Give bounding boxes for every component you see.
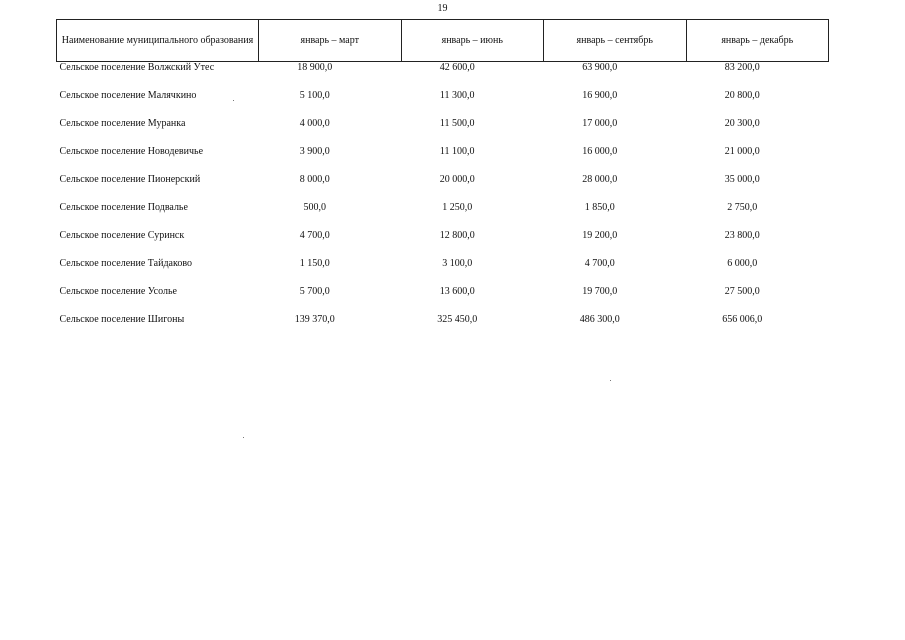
header-h1: январь – июнь	[401, 20, 544, 62]
scan-speck	[233, 100, 234, 101]
table-row	[57, 314, 829, 342]
cell-9m: 28 000,0	[582, 174, 618, 185]
cell-q1: 139 370,0	[294, 314, 335, 325]
cell-municipality: Сельское поселение Тайдаково	[59, 258, 192, 269]
cell-h1: 12 800,0	[439, 230, 475, 241]
header-q1: январь – март	[259, 20, 402, 62]
cell-municipality: Сельское поселение Шигоны	[59, 314, 185, 325]
table-row	[57, 90, 829, 118]
cell-9m: 1 850,0	[584, 202, 615, 213]
cell-year: 83 200,0	[724, 62, 760, 73]
cell-9m: 16 000,0	[582, 146, 618, 157]
table-body	[57, 62, 829, 343]
cell-municipality: Сельское поселение Суринск	[59, 230, 185, 241]
scan-speck	[610, 380, 611, 381]
header-9m: январь – сентябрь	[544, 20, 687, 62]
cell-year: 2 750,0	[727, 202, 758, 213]
cell-q1: 4 700,0	[299, 230, 330, 241]
cell-h1: 42 600,0	[439, 62, 475, 73]
cell-municipality: Сельское поселение Усолье	[59, 286, 177, 297]
cell-h1: 3 100,0	[442, 258, 473, 269]
cell-9m: 19 200,0	[582, 230, 618, 241]
header-year: январь – декабрь	[686, 20, 829, 62]
cell-year: 20 300,0	[724, 118, 760, 129]
cell-year: 656 006,0	[722, 314, 763, 325]
cell-year: 6 000,0	[727, 258, 758, 269]
cell-municipality: Сельское поселение Малячкино	[59, 90, 197, 101]
cell-q1: 1 150,0	[299, 258, 330, 269]
cell-year: 20 800,0	[724, 90, 760, 101]
table-row	[57, 286, 829, 314]
cell-h1: 20 000,0	[439, 174, 475, 185]
page-number: 19	[437, 3, 448, 14]
cell-q1: 5 700,0	[299, 286, 330, 297]
cell-municipality: Сельское поселение Пионерский	[59, 174, 201, 185]
cell-year: 27 500,0	[724, 286, 760, 297]
cell-9m: 4 700,0	[584, 258, 615, 269]
cell-q1: 500,0	[303, 202, 326, 213]
cell-year: 21 000,0	[724, 146, 760, 157]
table-row	[57, 118, 829, 146]
cell-h1: 11 100,0	[439, 146, 475, 157]
cell-9m: 17 000,0	[582, 118, 618, 129]
cell-municipality: Сельское поселение Волжский Утес	[59, 62, 215, 73]
cell-year: 23 800,0	[724, 230, 760, 241]
cell-year: 35 000,0	[724, 174, 760, 185]
cell-h1: 11 300,0	[439, 90, 475, 101]
table-row	[57, 230, 829, 258]
cell-q1: 4 000,0	[299, 118, 330, 129]
table-row	[57, 146, 829, 174]
cell-9m: 19 700,0	[582, 286, 618, 297]
table-header	[57, 20, 829, 62]
cell-q1: 18 900,0	[297, 62, 333, 73]
cell-municipality: Сельское поселение Подвалье	[59, 202, 188, 213]
scan-speck	[243, 437, 244, 438]
cell-q1: 5 100,0	[299, 90, 330, 101]
cell-municipality: Сельское поселение Новодевичье	[59, 146, 204, 157]
cell-h1: 13 600,0	[439, 286, 475, 297]
data-table	[56, 19, 829, 342]
table-row	[57, 258, 829, 286]
cell-h1: 325 450,0	[437, 314, 478, 325]
table-row	[57, 202, 829, 230]
cell-9m: 16 900,0	[582, 90, 618, 101]
cell-q1: 8 000,0	[299, 174, 330, 185]
header-municipality: Наименование муниципального образования	[57, 20, 259, 62]
cell-9m: 63 900,0	[582, 62, 618, 73]
table-row	[57, 62, 829, 91]
cell-9m: 486 300,0	[579, 314, 620, 325]
table-row	[57, 174, 829, 202]
cell-h1: 11 500,0	[439, 118, 475, 129]
header-row	[57, 20, 829, 62]
cell-municipality: Сельское поселение Муранка	[59, 118, 186, 129]
cell-q1: 3 900,0	[299, 146, 330, 157]
cell-h1: 1 250,0	[442, 202, 473, 213]
